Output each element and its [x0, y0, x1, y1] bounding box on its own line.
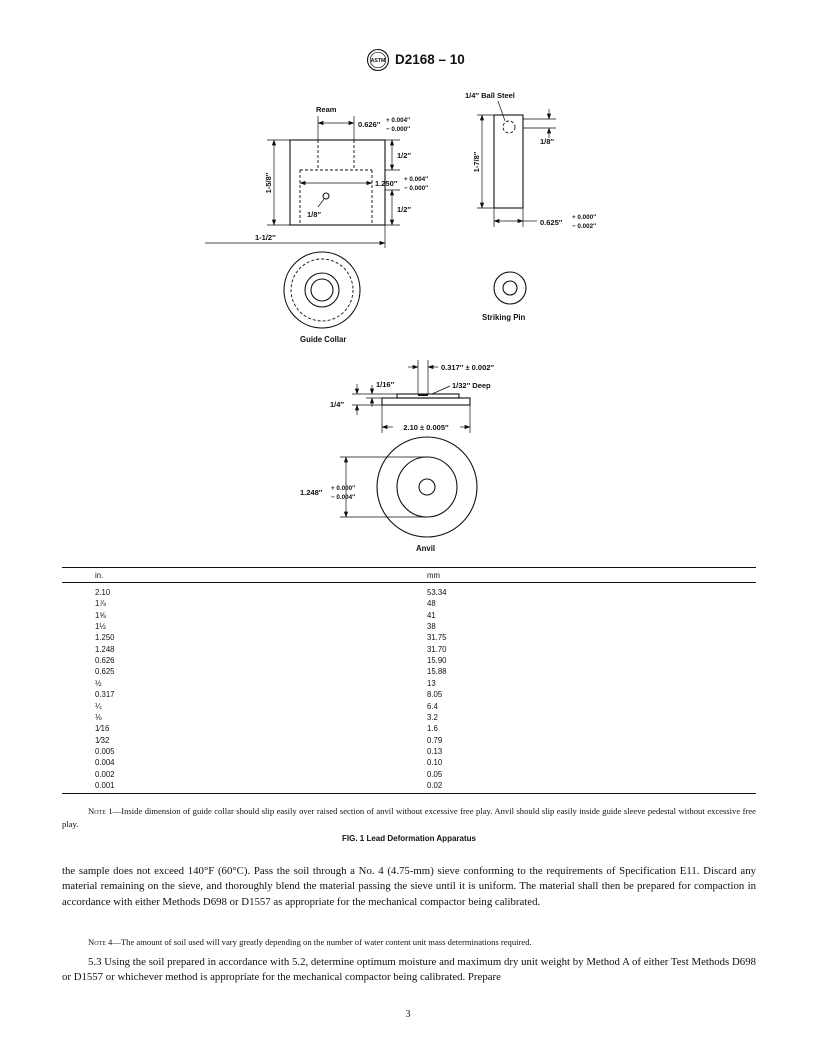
- table-cell-mm: 0.10: [427, 758, 443, 768]
- note-4-label: Note 4—: [88, 937, 121, 947]
- anvil-plan-recess-circle: [419, 479, 435, 495]
- table-header-rule: [62, 582, 756, 583]
- table-cell-mm: 15.88: [427, 667, 447, 677]
- figure-caption: FIG. 1 Lead Deformation Apparatus: [342, 834, 476, 843]
- table-cell-in: 1⁄16: [95, 724, 110, 734]
- document-designation: D2168 – 10: [395, 52, 465, 67]
- table-top-rule: [62, 567, 756, 568]
- note-4: [62, 936, 756, 949]
- table-cell-mm: 0.13: [427, 746, 443, 756]
- table-header-mm: mm: [427, 571, 440, 580]
- guide-collar-plan: [284, 252, 360, 344]
- collar-plan-hidden-circle: [291, 259, 353, 321]
- table-cell-mm: 41: [427, 610, 436, 620]
- table-cell-in: 0.001: [95, 780, 115, 790]
- table-cell-in: 0.004: [95, 758, 115, 768]
- ream-dimension-value: 0.626″: [358, 120, 381, 129]
- table-cell-mm: 38: [427, 622, 436, 632]
- anvil-plan-outer-circle: [377, 437, 477, 537]
- ball-depth-extension-lines: [523, 119, 556, 128]
- anvil-elevation: [330, 360, 494, 433]
- note-1-text: Inside dimension of guide collar should slip easily over raised section of anvil without excessive free play. Anvil should slip easily inside guide sleeve pedestal without excessive free play.: [62, 806, 756, 829]
- recess-depth-leader: [432, 386, 450, 394]
- table-cell-mm: 6.4: [427, 701, 438, 711]
- ream-bore-hidden-lines: [318, 140, 354, 170]
- table-cell-in: 0.626: [95, 656, 115, 666]
- anvil-title: Anvil: [416, 544, 436, 553]
- raised-diameter-value: 1.248″: [300, 488, 323, 497]
- table-cell-in: 0.317: [95, 690, 115, 700]
- table-bottom-rule: [62, 793, 756, 794]
- anvil-plan-raised-circle: [397, 457, 457, 517]
- ream-label: Ream: [316, 105, 337, 114]
- section-5-3-paragraph: 5.3 Using the soil prepared in accordance with 5.2, determine optimum moisture and maximum dry unit weight by Method A of either Test Methods D698 or D1557 or whichever method is appropriate for the mechanical compactor being calibrated. Prepare: [62, 956, 756, 984]
- recess-extension-lines: [418, 360, 428, 394]
- pin-hole: [323, 193, 329, 199]
- table-cell-in: ½: [95, 678, 102, 688]
- raised-tolerance-minus: − 0.004″: [331, 494, 356, 501]
- anvil-thickness-label: 1/4″: [330, 400, 345, 409]
- collar-plan-outer-circle: [284, 252, 360, 328]
- lower-depth-label: 1/2″: [397, 205, 412, 214]
- table-cell-mm: 0.02: [427, 780, 443, 790]
- table-cell-mm: 0.79: [427, 735, 443, 745]
- page-number: 3: [405, 1009, 411, 1020]
- table-cell-mm: 31.75: [427, 633, 447, 643]
- astm-logo: [368, 50, 389, 71]
- recess-dimension-label: 0.317″ ± 0.002″: [441, 363, 495, 372]
- table-cell-mm: 48: [427, 599, 436, 609]
- bore-tolerance-plus: + 0.004″: [404, 176, 429, 183]
- table-header-in: in.: [95, 571, 104, 580]
- pin-tolerance-minus: − 0.002″: [572, 223, 597, 230]
- ream-tolerance-plus: + 0.004″: [386, 117, 411, 124]
- raised-tolerance-plus: + 0.000″: [331, 485, 356, 492]
- guide-collar-elevation: [205, 105, 428, 248]
- anvil-plan: [300, 437, 477, 553]
- continuation-paragraph: the sample does not exceed 140°F (60°C). Pass the soil through a No. 4 (4.75-mm) sieve conforming to the requirements of Specification E11. Discard any material remaining on the sieve, and thoroughly blend the material passing the sieve until it is uniform. The material shall then be prepared for compaction in accordance with either Methods D698 or D1557 as appropriate for the mechanical compactor being calibrated.: [62, 865, 756, 908]
- table-cell-mm: 3.2: [427, 712, 438, 722]
- striking-pin-elevation: [465, 91, 596, 230]
- table-cell-mm: 15.90: [427, 656, 447, 666]
- table-cell-in: 2.10: [95, 588, 111, 597]
- table-cell-mm: 53.34: [427, 588, 447, 597]
- guide-collar-title: Guide Collar: [300, 335, 347, 344]
- ream-extension-lines: [318, 116, 354, 140]
- table-cell-in: 0.625: [95, 667, 115, 677]
- table-cell-mm: 8.05: [427, 690, 443, 700]
- ball-depth-label: 1/8″: [540, 137, 555, 146]
- upper-depth-label: 1/2″: [397, 151, 412, 160]
- steel-ball-leader: [498, 101, 505, 121]
- logo-lettering: ASTM: [370, 58, 386, 64]
- note-1: [62, 805, 756, 831]
- table-cell-in: 0.005: [95, 746, 115, 756]
- collar-outline: [290, 140, 385, 225]
- table-cell-in: 1.250: [95, 633, 115, 643]
- table-cell-mm: 31.70: [427, 644, 447, 654]
- pin-diameter-extension-lines: [494, 208, 523, 227]
- table-cell-mm: 0.05: [427, 769, 443, 779]
- anvil-left-extension-lines: [352, 394, 397, 405]
- striking-pin-title: Striking Pin: [482, 313, 526, 322]
- anvil-base-plate: [382, 398, 470, 405]
- collar-plan-bore-circle: [305, 273, 339, 307]
- table-cell-in: ⅛: [95, 712, 102, 722]
- collar-height-label: 1-5/8″: [264, 172, 273, 194]
- pin-hole-label: 1/8″: [307, 210, 322, 219]
- pin-length-label: 1-7/8″: [472, 151, 481, 173]
- bore-tolerance-minus: − 0.000″: [404, 185, 429, 192]
- table-cell-mm: 13: [427, 678, 436, 688]
- table-cell-in: 1½: [95, 622, 106, 632]
- bore-dimension-value: 1.250″: [375, 179, 398, 188]
- pin-outline: [494, 115, 523, 208]
- pin-diameter-value: 0.625″: [540, 218, 563, 227]
- recess-depth-label: 1/32″ Deep: [452, 381, 491, 390]
- table-cell-in: 1⅞: [95, 599, 106, 609]
- pin-tolerance-plus: + 0.000″: [572, 214, 597, 221]
- ream-tolerance-minus: − 0.000″: [386, 126, 411, 133]
- note-4-text: The amount of soil used will vary greatly depending on the number of water content unit mass determinations required.: [120, 937, 532, 947]
- pin-plan-outer-circle: [494, 272, 526, 304]
- anvil-diameter-label: 2.10 ± 0.005″: [403, 423, 449, 432]
- anvil-recess: [418, 394, 428, 396]
- pin-plan-inner-circle: [503, 281, 517, 295]
- table-cell-in: ¼: [95, 701, 102, 711]
- collar-width-label: 1-1/2″: [255, 233, 276, 242]
- table-cell-in: 0.002: [95, 769, 115, 779]
- striking-pin-plan: [482, 272, 526, 322]
- pin-hole-leader: [318, 199, 324, 207]
- table-cell-in: 1.248: [95, 644, 115, 654]
- table-cell-in: 1⅝: [95, 610, 106, 620]
- table-cell-mm: 1.6: [427, 724, 438, 734]
- raised-height-label: 1/16″: [376, 380, 395, 389]
- table-cell-in: 1⁄32: [95, 735, 110, 745]
- steel-ball-label: 1/4″ Ball Steel: [465, 91, 515, 100]
- steel-ball-hidden: [503, 121, 515, 133]
- note-1-label: Note 1—: [88, 806, 122, 816]
- collar-plan-ream-circle: [311, 279, 333, 301]
